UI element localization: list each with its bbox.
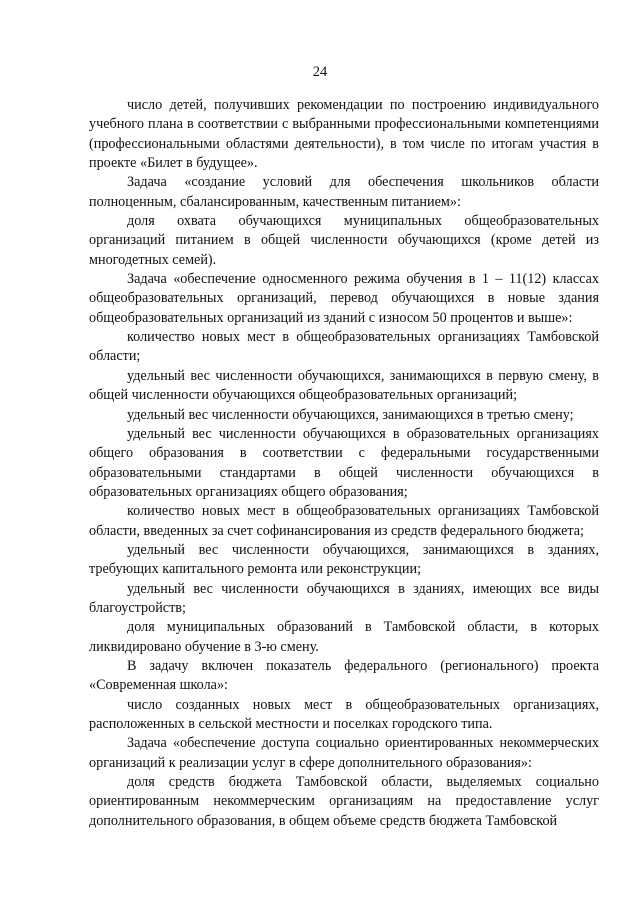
- paragraph-amenities-indicator: удельный вес численности обучающихся в зданиях, имеющих все виды благоустройств;: [89, 580, 599, 616]
- paragraph-repair-needed-indicator: удельный вес численности обучающихся, занимающихся в зданиях, требующих капитального ремонта или реконструкции;: [89, 541, 599, 578]
- paragraph-nutrition-coverage-indicator: доля охвата обучающихся муниципальных общеобразовательных организаций питанием в общей численности обучающихся (кроме детей из многодетных семей).: [89, 213, 599, 268]
- document-body: [89, 96, 599, 831]
- paragraph-new-places-indicator: количество новых мест в общеобразовательных организациях Тамбовской области;: [89, 329, 599, 365]
- paragraph-nonprofit-access-task: Задача «обеспечение доступа социально ориентированных некоммерческих организаций к реализации услуг в сфере дополнительного образования»:: [89, 735, 599, 771]
- page-number: 24: [312, 64, 328, 80]
- paragraph-federal-cofinancing-indicator: количество новых мест в общеобразовательных организациях Тамбовской области, введенных за счет софинансирования из средств федерального бюджета;: [89, 503, 599, 539]
- paragraph-single-shift-task: Задача «обеспечение односменного режима обучения в 1 – 11(12) классах общеобразовательных организаций, перевод обучающихся в новые здания общеобразовательных организаций из зданий с износом 50 процентов и выше»:: [89, 271, 599, 326]
- paragraph-third-shift-eliminated-indicator: доля муниципальных образований в Тамбовской области, в которых ликвидировано обучение в 3-ю смену.: [89, 619, 599, 655]
- paragraph-modern-school-project: В задачу включен показатель федерального (регионального) проекта «Современная школа»:: [89, 657, 599, 694]
- paragraph-fgos-indicator: удельный вес численности обучающихся в образовательных организациях общего образования в соответствии с федеральными государственными образовательными стандартами в общей численности обучающихся в образовательных организациях общего образования;: [89, 425, 599, 500]
- paragraph-career-guidance-indicator: число детей, получивших рекомендации по построению индивидуального учебного плана в соответствии с выбранными профессиональными компетенциями (профессиональными областями деятельности), в том числе по итогам участия в проекте «Билет в будущее».: [89, 97, 599, 172]
- paragraph-nutrition-task: Задача «создание условий для обеспечения школьников области полноценным, сбалансированным, качественным питанием»:: [89, 174, 599, 210]
- paragraph-first-shift-indicator: удельный вес численности обучающихся, занимающихся в первую смену, в общей численности обучающихся общеобразовательных организаций;: [89, 367, 599, 404]
- paragraph-rural-places-indicator: число созданных новых мест в общеобразовательных организациях, расположенных в сельской местности и поселках городского типа.: [89, 696, 599, 732]
- paragraph-budget-share-indicator: доля средств бюджета Тамбовской области, выделяемых социально ориентированным некоммерческим организациям на предоставление услуг дополнительного образования, в общем объеме средств бюджета Тамбовской: [89, 774, 599, 829]
- paragraph-third-shift-indicator: удельный вес численности обучающихся, занимающихся в третью смену;: [127, 406, 574, 423]
